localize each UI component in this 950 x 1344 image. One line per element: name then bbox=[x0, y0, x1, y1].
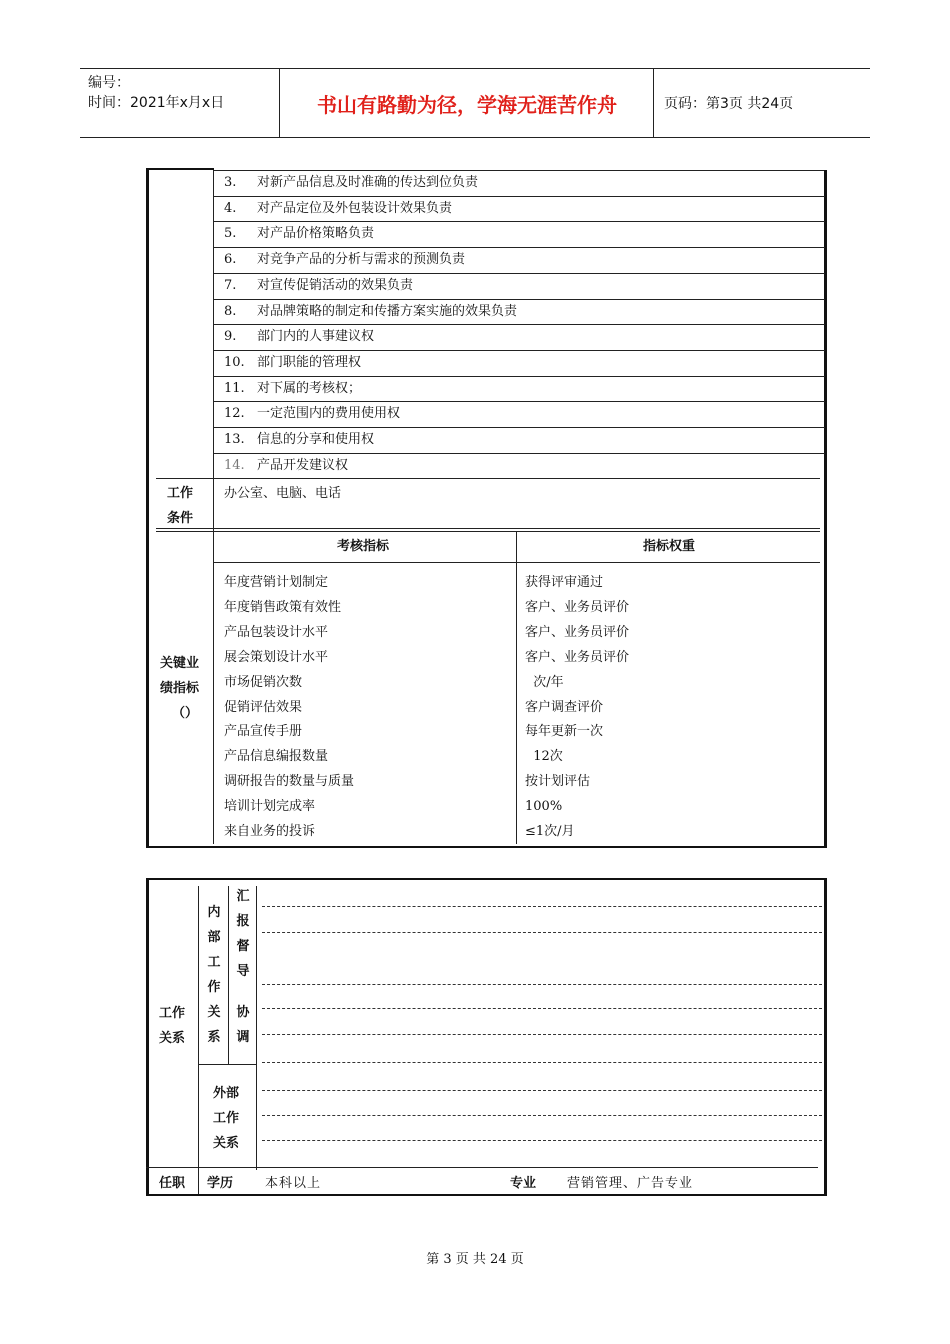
kpi-weight: 客户调查评价 bbox=[525, 700, 604, 715]
conditions-label-1: 工作 bbox=[167, 486, 194, 501]
duty-number: 14. bbox=[224, 457, 245, 473]
duty-number: 13. bbox=[224, 432, 245, 447]
vertical-char: 内 bbox=[207, 905, 221, 920]
duty-item bbox=[224, 201, 452, 217]
duty-item bbox=[224, 355, 361, 371]
duty-number: 9. bbox=[224, 329, 237, 345]
conditions-value: 办公室、电脑、电话 bbox=[224, 486, 342, 501]
duty-text: 对宣传促销活动的效果负责 bbox=[257, 277, 414, 293]
page-info: 页码：第3页 共24页 bbox=[664, 96, 794, 112]
kpi-label-3: （） bbox=[172, 706, 199, 721]
duty-item bbox=[224, 406, 400, 422]
education-label: 学历 bbox=[207, 1176, 234, 1191]
kpi-weight: 100% bbox=[525, 799, 563, 814]
duty-number: 11. bbox=[224, 380, 245, 396]
duty-item bbox=[224, 226, 374, 242]
conditions-label-2: 条件 bbox=[167, 511, 194, 526]
vertical-char: 报 bbox=[236, 914, 250, 929]
duty-text: 对下属的考核权； bbox=[257, 380, 362, 396]
kpi-indicator: 产品宣传手册 bbox=[224, 724, 303, 739]
kpi-weight: 客户、业务员评价 bbox=[525, 650, 630, 665]
kpi-indicator: 培训计划完成率 bbox=[224, 799, 316, 814]
kpi-indicator: 展会策划设计水平 bbox=[224, 650, 329, 665]
kpi-indicator: 市场促销次数 bbox=[224, 675, 303, 690]
duty-number: 3. bbox=[224, 175, 237, 190]
duty-number: 6. bbox=[224, 252, 237, 268]
page-header bbox=[80, 68, 870, 138]
coordinate-label bbox=[234, 1000, 252, 1050]
external-label-3: 关系 bbox=[213, 1136, 240, 1151]
internal-relations-label bbox=[205, 900, 223, 1050]
external-label-2: 工作 bbox=[213, 1111, 240, 1126]
duty-item bbox=[224, 458, 348, 474]
kpi-label-2: 绩指标 bbox=[160, 681, 200, 696]
header-meta bbox=[80, 69, 280, 137]
kpi-col-weight: 指标权重 bbox=[643, 539, 696, 554]
duty-text: 部门内的人事建议权 bbox=[257, 329, 375, 345]
relations-label-1: 工作 bbox=[159, 1006, 186, 1021]
kpi-weight: 按计划评估 bbox=[525, 774, 591, 789]
duty-number: 12. bbox=[224, 406, 245, 422]
duty-text: 对产品价格策略负责 bbox=[257, 226, 375, 242]
major-label: 专业 bbox=[510, 1176, 537, 1191]
kpi-weight: 12次 bbox=[525, 749, 563, 764]
major-value: 营销管理、广告专业 bbox=[567, 1176, 694, 1191]
vertical-char: 关 bbox=[207, 1005, 221, 1020]
duty-item bbox=[224, 381, 361, 397]
qualification-label: 任职 bbox=[159, 1176, 186, 1191]
duty-item bbox=[224, 304, 517, 320]
kpi-indicator: 来自业务的投诉 bbox=[224, 824, 316, 839]
kpi-col-indicator: 考核指标 bbox=[337, 539, 390, 554]
kpi-indicator: 促销评估效果 bbox=[224, 700, 303, 715]
kpi-label-1: 关键业 bbox=[160, 656, 200, 671]
external-label-1: 外部 bbox=[213, 1086, 240, 1101]
kpi-weight: 每年更新一次 bbox=[525, 724, 604, 739]
kpi-indicator: 年度销售政策有效性 bbox=[224, 600, 342, 615]
kpi-indicator: 产品包装设计水平 bbox=[224, 625, 329, 640]
vertical-char: 作 bbox=[207, 980, 221, 995]
page-footer: 第 3 页 共 24 页 bbox=[426, 1252, 524, 1267]
duty-number: 5. bbox=[224, 226, 237, 242]
kpi-weight: 次/年 bbox=[525, 675, 564, 690]
vertical-char: 导 bbox=[236, 964, 250, 979]
education-value: 本科以上 bbox=[265, 1176, 322, 1191]
duty-text: 信息的分享和使用权 bbox=[257, 432, 375, 447]
vertical-char: 汇 bbox=[236, 889, 250, 904]
kpi-indicator: 年度营销计划制定 bbox=[224, 575, 329, 590]
duty-text: 对新产品信息及时准确的传达到位负责 bbox=[257, 175, 479, 190]
duty-number: 7. bbox=[224, 277, 237, 293]
kpi-weight: 获得评审通过 bbox=[525, 575, 604, 590]
duty-item bbox=[224, 329, 374, 345]
vertical-char: 部 bbox=[207, 930, 221, 945]
vertical-char: 工 bbox=[207, 955, 221, 970]
duty-text: 部门职能的管理权 bbox=[257, 354, 362, 370]
duty-text: 对品牌策略的制定和传播方案实施的效果负责 bbox=[257, 303, 518, 319]
duty-item bbox=[224, 278, 413, 294]
duty-item bbox=[224, 432, 374, 448]
kpi-weight: 客户、业务员评价 bbox=[525, 625, 630, 640]
duty-text: 一定范围内的费用使用权 bbox=[257, 406, 401, 422]
duty-item bbox=[224, 175, 478, 191]
kpi-weight: ≤1次/月 bbox=[525, 824, 575, 839]
vertical-char: 调 bbox=[236, 1030, 250, 1045]
kpi-weight: 客户、业务员评价 bbox=[525, 600, 630, 615]
motto: 书山有路勤为径，学海无涯苦作舟 bbox=[281, 69, 654, 137]
report-supervise-label bbox=[234, 884, 252, 984]
relations-label-2: 关系 bbox=[159, 1031, 186, 1046]
time-label: 时间：2021年x月x日 bbox=[88, 95, 225, 111]
duty-text: 对产品定位及外包装设计效果负责 bbox=[257, 200, 453, 216]
duty-text: 对竞争产品的分析与需求的预测负责 bbox=[257, 252, 466, 268]
kpi-indicator: 调研报告的数量与质量 bbox=[224, 774, 355, 789]
code-label: 编号： bbox=[88, 75, 130, 91]
duty-text: 产品开发建议权 bbox=[257, 457, 349, 473]
vertical-char: 协 bbox=[236, 1005, 250, 1020]
duty-number: 8. bbox=[224, 303, 237, 319]
kpi-indicator: 产品信息编报数量 bbox=[224, 749, 329, 764]
duty-number: 10. bbox=[224, 354, 245, 370]
vertical-char: 督 bbox=[236, 939, 250, 954]
vertical-char: 系 bbox=[207, 1030, 221, 1045]
duty-item bbox=[224, 252, 465, 268]
duty-number: 4. bbox=[224, 200, 237, 216]
